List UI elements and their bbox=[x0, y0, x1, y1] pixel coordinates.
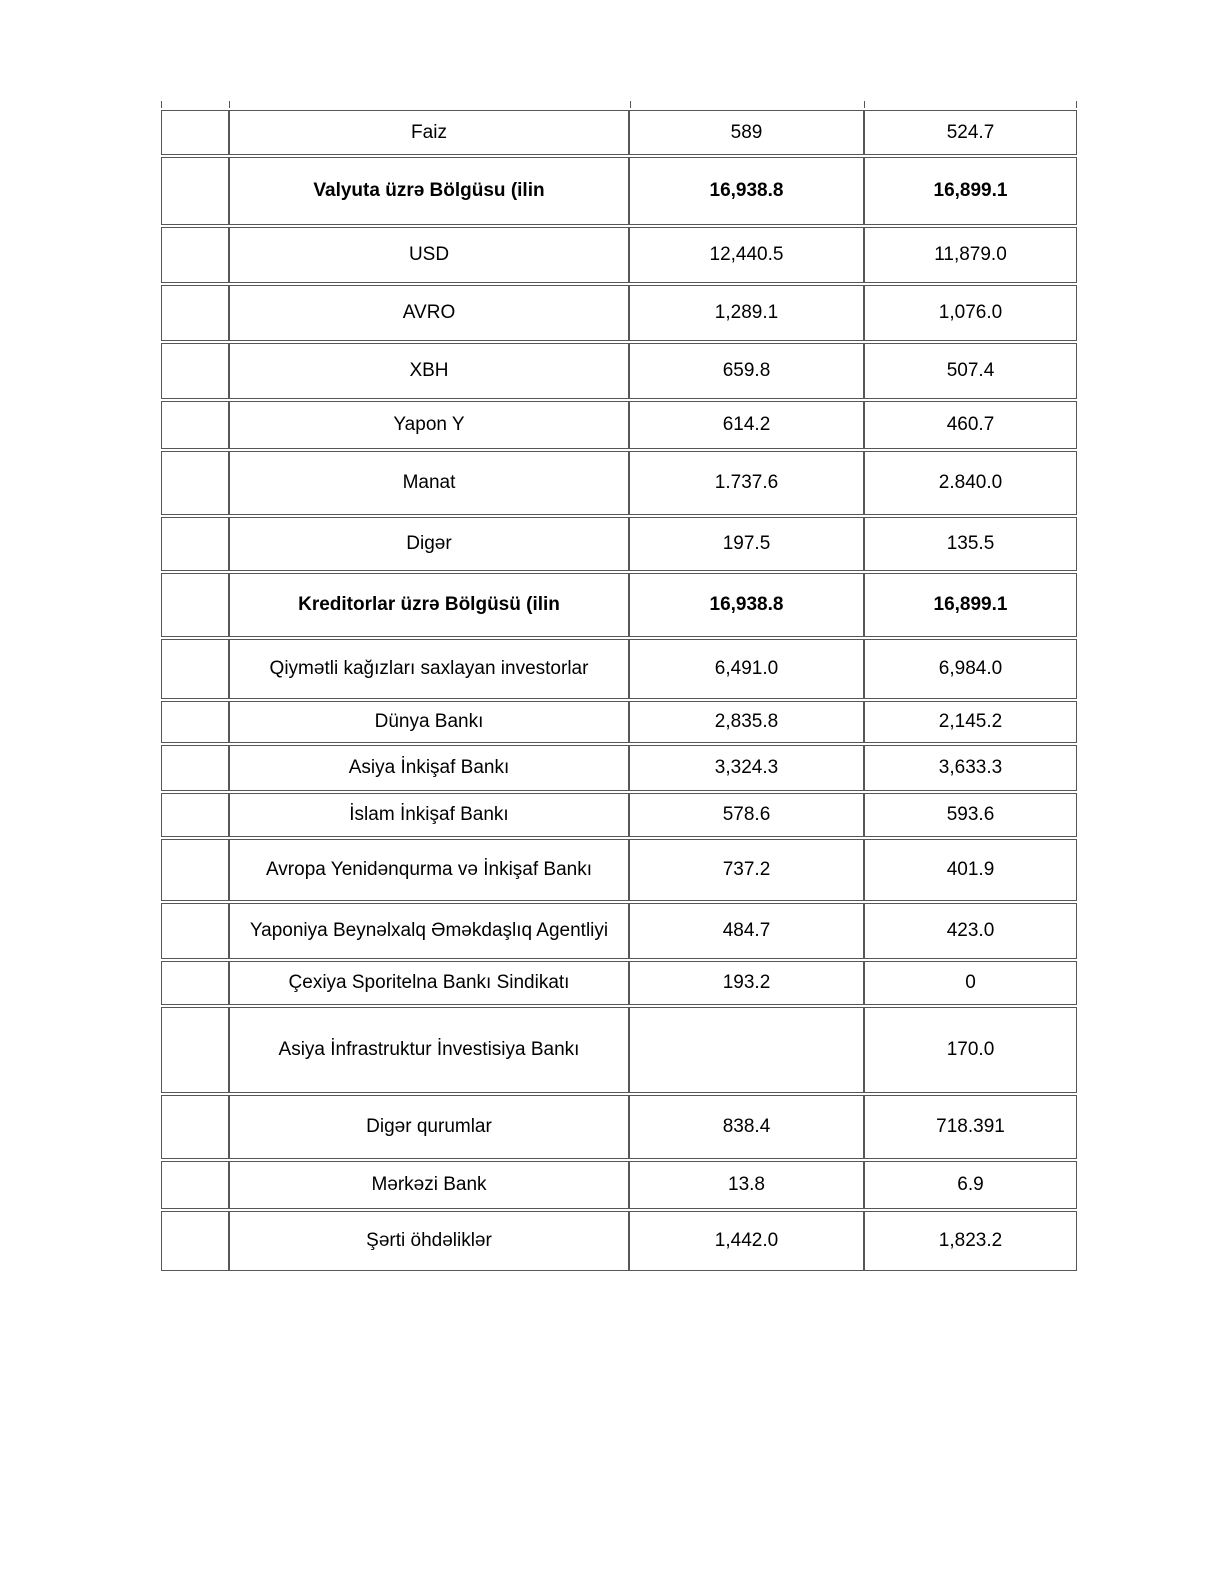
value-cell-col1: 13.8 bbox=[629, 1161, 864, 1209]
value-cell-col1: 1,442.0 bbox=[629, 1211, 864, 1271]
spacer-cell bbox=[161, 451, 229, 515]
table-continuation-stub bbox=[630, 101, 631, 108]
spacer-cell bbox=[161, 1211, 229, 1271]
table-row bbox=[161, 793, 1077, 837]
table-continuation-stub bbox=[161, 101, 162, 108]
value-cell-col1: 3,324.3 bbox=[629, 745, 864, 791]
table-row bbox=[161, 961, 1077, 1005]
value-cell-col2: 2,145.2 bbox=[864, 701, 1077, 743]
spacer-cell bbox=[161, 1007, 229, 1093]
value-cell-col1: 16,938.8 bbox=[629, 573, 864, 637]
value-cell-col2: 718.391 bbox=[864, 1095, 1077, 1159]
row-label-cell: Dünya Bankı bbox=[229, 701, 629, 743]
table-row bbox=[161, 903, 1077, 959]
row-label-cell: Yapon Y bbox=[229, 401, 629, 449]
external-debt-table bbox=[161, 108, 1077, 1273]
row-label-cell: Faiz bbox=[229, 110, 629, 155]
value-cell-col2: 16,899.1 bbox=[864, 157, 1077, 225]
table-row bbox=[161, 343, 1077, 399]
table-row bbox=[161, 517, 1077, 571]
value-cell-col2: 593.6 bbox=[864, 793, 1077, 837]
table-row bbox=[161, 401, 1077, 449]
table-row bbox=[161, 285, 1077, 341]
value-cell-col2: 1,823.2 bbox=[864, 1211, 1077, 1271]
table-row bbox=[161, 157, 1077, 225]
value-cell-col1: 737.2 bbox=[629, 839, 864, 901]
row-label-cell: İslam İnkişaf Bankı bbox=[229, 793, 629, 837]
table-continuation-stub bbox=[229, 101, 230, 108]
row-label-cell: XBH bbox=[229, 343, 629, 399]
table-row bbox=[161, 1211, 1077, 1271]
value-cell-col1: 197.5 bbox=[629, 517, 864, 571]
value-cell-col1: 659.8 bbox=[629, 343, 864, 399]
value-cell-col1: 578.6 bbox=[629, 793, 864, 837]
value-cell-col1 bbox=[629, 1007, 864, 1093]
table-row bbox=[161, 451, 1077, 515]
table-row bbox=[161, 1007, 1077, 1093]
value-cell-col1: 193.2 bbox=[629, 961, 864, 1005]
spacer-cell bbox=[161, 961, 229, 1005]
table-row bbox=[161, 573, 1077, 637]
row-label-cell: Şərti öhdəliklər bbox=[229, 1211, 629, 1271]
value-cell-col2: 11,879.0 bbox=[864, 227, 1077, 283]
spacer-cell bbox=[161, 745, 229, 791]
value-cell-col2: 2.840.0 bbox=[864, 451, 1077, 515]
row-label-cell: USD bbox=[229, 227, 629, 283]
spacer-cell bbox=[161, 573, 229, 637]
value-cell-col1: 838.4 bbox=[629, 1095, 864, 1159]
value-cell-col2: 507.4 bbox=[864, 343, 1077, 399]
value-cell-col2: 170.0 bbox=[864, 1007, 1077, 1093]
spacer-cell bbox=[161, 793, 229, 837]
value-cell-col2: 0 bbox=[864, 961, 1077, 1005]
row-label-cell: Mərkəzi Bank bbox=[229, 1161, 629, 1209]
spacer-cell bbox=[161, 701, 229, 743]
table-row bbox=[161, 110, 1077, 155]
table-continuation-stub bbox=[1076, 101, 1077, 108]
spacer-cell bbox=[161, 401, 229, 449]
table-row bbox=[161, 839, 1077, 901]
value-cell-col1: 1.737.6 bbox=[629, 451, 864, 515]
table-row bbox=[161, 639, 1077, 699]
spacer-cell bbox=[161, 227, 229, 283]
row-label-cell: Qiymətli kağızları saxlayan investorlar bbox=[229, 639, 629, 699]
value-cell-col1: 614.2 bbox=[629, 401, 864, 449]
row-label-cell: Yaponiya Beynəlxalq Əməkdaşlıq Agentliyi bbox=[229, 903, 629, 959]
value-cell-col1: 12,440.5 bbox=[629, 227, 864, 283]
spacer-cell bbox=[161, 517, 229, 571]
row-label-cell: Asiya İnfrastruktur İnvestisiya Bankı bbox=[229, 1007, 629, 1093]
table-row bbox=[161, 701, 1077, 743]
spacer-cell bbox=[161, 839, 229, 901]
row-label-cell: Digər qurumlar bbox=[229, 1095, 629, 1159]
spacer-cell bbox=[161, 110, 229, 155]
value-cell-col2: 6,984.0 bbox=[864, 639, 1077, 699]
table-row bbox=[161, 1161, 1077, 1209]
value-cell-col2: 3,633.3 bbox=[864, 745, 1077, 791]
value-cell-col1: 6,491.0 bbox=[629, 639, 864, 699]
value-cell-col2: 524.7 bbox=[864, 110, 1077, 155]
table-row bbox=[161, 227, 1077, 283]
row-label-cell: Valyuta üzrə Bölgüsu (ilin bbox=[229, 157, 629, 225]
row-label-cell: AVRO bbox=[229, 285, 629, 341]
value-cell-col2: 135.5 bbox=[864, 517, 1077, 571]
spacer-cell bbox=[161, 1095, 229, 1159]
value-cell-col1: 1,289.1 bbox=[629, 285, 864, 341]
value-cell-col1: 2,835.8 bbox=[629, 701, 864, 743]
value-cell-col2: 423.0 bbox=[864, 903, 1077, 959]
table-row bbox=[161, 745, 1077, 791]
spacer-cell bbox=[161, 157, 229, 225]
table-continuation-stub bbox=[864, 101, 865, 108]
value-cell-col1: 16,938.8 bbox=[629, 157, 864, 225]
value-cell-col2: 460.7 bbox=[864, 401, 1077, 449]
row-label-cell: Manat bbox=[229, 451, 629, 515]
value-cell-col2: 16,899.1 bbox=[864, 573, 1077, 637]
spacer-cell bbox=[161, 343, 229, 399]
table-row bbox=[161, 1095, 1077, 1159]
row-label-cell: Digər bbox=[229, 517, 629, 571]
value-cell-col1: 484.7 bbox=[629, 903, 864, 959]
spacer-cell bbox=[161, 1161, 229, 1209]
spacer-cell bbox=[161, 285, 229, 341]
value-cell-col2: 6.9 bbox=[864, 1161, 1077, 1209]
value-cell-col2: 401.9 bbox=[864, 839, 1077, 901]
row-label-cell: Kreditorlar üzrə Bölgüsü (ilin bbox=[229, 573, 629, 637]
row-label-cell: Asiya İnkişaf Bankı bbox=[229, 745, 629, 791]
spacer-cell bbox=[161, 903, 229, 959]
value-cell-col1: 589 bbox=[629, 110, 864, 155]
spacer-cell bbox=[161, 639, 229, 699]
value-cell-col2: 1,076.0 bbox=[864, 285, 1077, 341]
row-label-cell: Çexiya Sporitelna Bankı Sindikatı bbox=[229, 961, 629, 1005]
row-label-cell: Avropa Yenidənqurma və İnkişaf Bankı bbox=[229, 839, 629, 901]
